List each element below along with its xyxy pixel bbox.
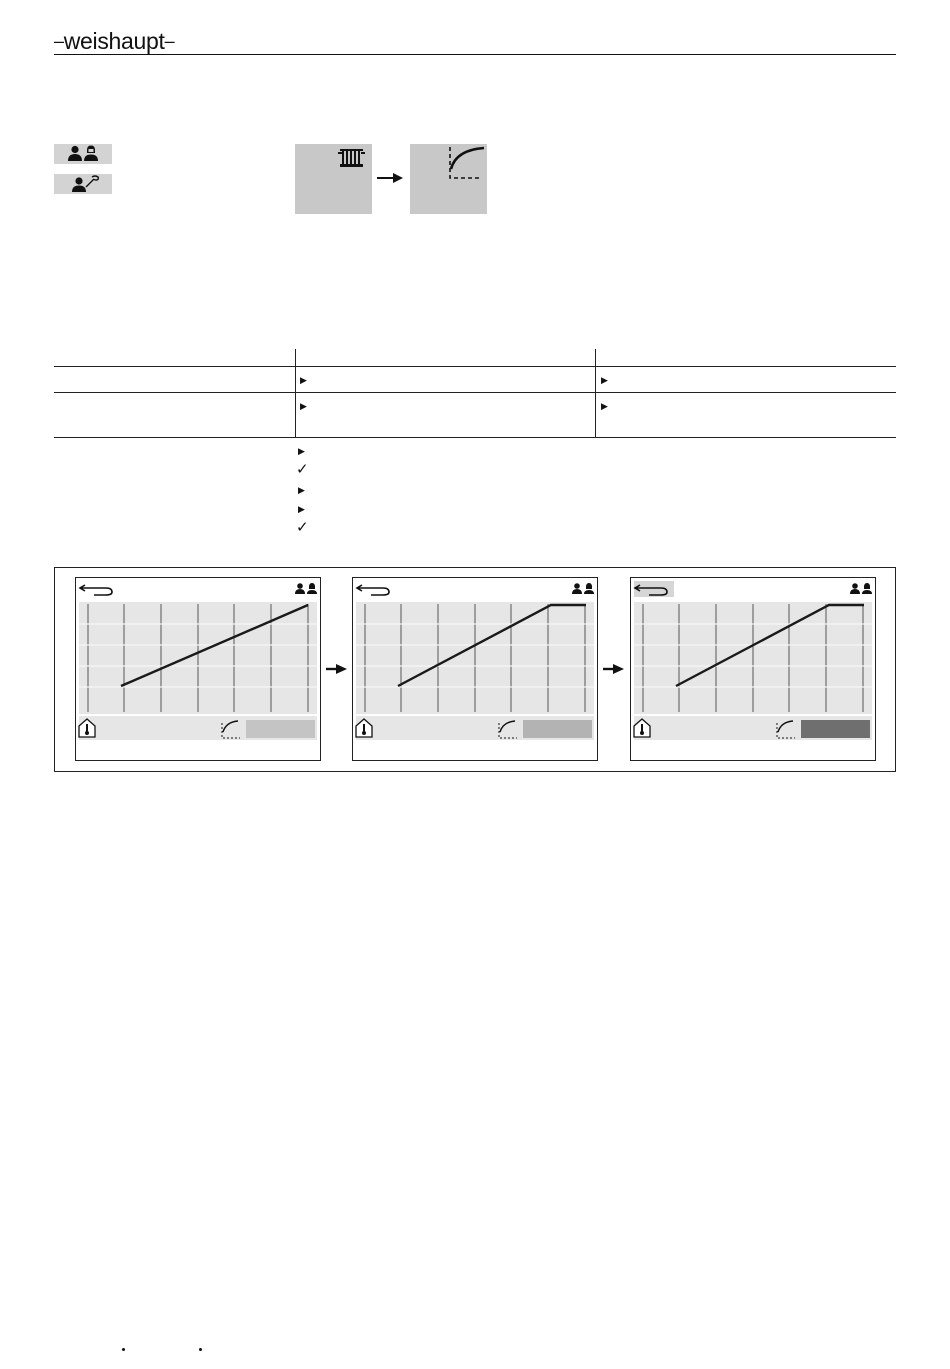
footer-dot bbox=[122, 1348, 125, 1351]
access-level-user-badge bbox=[54, 144, 112, 164]
table-column-divider bbox=[595, 349, 596, 366]
heating-curve-icon bbox=[410, 144, 487, 214]
back-arrow-icon[interactable] bbox=[80, 585, 112, 595]
header-divider bbox=[54, 54, 896, 55]
radiator-icon bbox=[295, 144, 372, 214]
curve-value-field[interactable] bbox=[246, 720, 315, 738]
display-screen-2 bbox=[352, 577, 598, 761]
user-pair-icon bbox=[54, 144, 112, 164]
access-level-service-badge bbox=[54, 174, 112, 194]
row-marker-triangle: ▶ bbox=[300, 401, 307, 411]
table-column-divider bbox=[595, 366, 596, 392]
user-pair-icon bbox=[850, 583, 872, 594]
table-column-divider bbox=[595, 392, 596, 437]
back-arrow-icon[interactable] bbox=[357, 585, 389, 595]
menu-tile-heating-circuit bbox=[295, 144, 372, 214]
table-row-rule bbox=[54, 392, 896, 393]
user-pair-icon bbox=[295, 583, 317, 594]
table-header-rule bbox=[54, 366, 896, 367]
table-column-divider bbox=[295, 366, 296, 392]
user-pair-icon bbox=[572, 583, 594, 594]
user-wrench-icon bbox=[54, 174, 112, 194]
row-marker-triangle: ▶ bbox=[300, 375, 307, 385]
arrow-right-icon bbox=[377, 172, 405, 184]
table-column-divider bbox=[295, 349, 296, 366]
row-marker-triangle: ▶ bbox=[601, 401, 608, 411]
step-marker-triangle: ▶ bbox=[298, 446, 305, 456]
table-bottom-rule bbox=[54, 437, 896, 438]
display-screen-1 bbox=[75, 577, 321, 761]
arrow-right-icon bbox=[603, 664, 625, 674]
step-check-icon: ✓ bbox=[296, 519, 309, 536]
menu-tile-heating-curve bbox=[410, 144, 487, 214]
curve-value-field[interactable] bbox=[801, 720, 870, 738]
row-marker-triangle: ▶ bbox=[601, 375, 608, 385]
footer-dot bbox=[199, 1348, 202, 1351]
step-check-icon: ✓ bbox=[296, 461, 309, 478]
step-marker-triangle: ▶ bbox=[298, 504, 305, 514]
step-marker-triangle: ▶ bbox=[298, 485, 305, 495]
table-column-divider bbox=[295, 392, 296, 437]
curve-value-field[interactable] bbox=[523, 720, 592, 738]
brand-logo: –weishaupt– bbox=[54, 28, 175, 54]
display-screen-3 bbox=[630, 577, 876, 761]
arrow-right-icon bbox=[326, 664, 348, 674]
